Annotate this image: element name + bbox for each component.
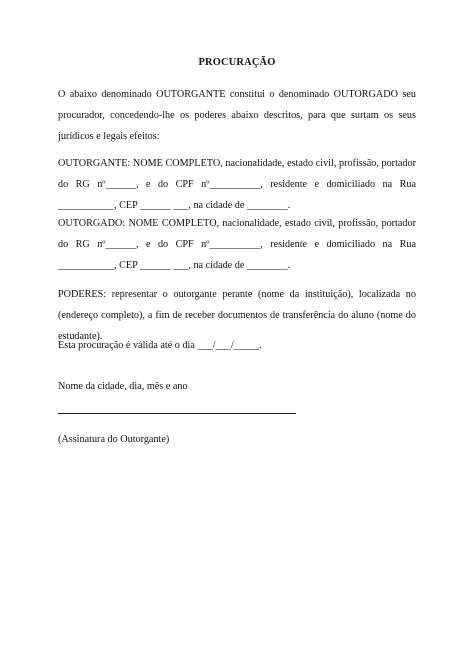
place-date-line: Nome da cidade, dia, mês e ano bbox=[58, 381, 188, 392]
validade-paragraph: Esta procuração é válida até o dia ___/___/_____. bbox=[58, 340, 262, 351]
outorgado-paragraph: OUTORGADO: NOME COMPLETO, nacionalidade, estado civil, profissão, portador do RG nº______, e do CPF nº__________, residente e domiciliado na Rua ___________, CEP ______ ___, na cidade de ________. bbox=[58, 218, 416, 271]
signature-label: (Assinatura do Outorgante) bbox=[58, 434, 170, 445]
document-title: PROCURAÇÃO bbox=[198, 57, 276, 68]
intro-paragraph: O abaixo denominado OUTORGANTE constitui o denominado OUTORGADO seu procurador, concedendo-lhe os poderes abaixo descritos, para que surtam os seus jurídicos e legais efeitos: bbox=[58, 89, 416, 142]
outorgante-paragraph: OUTORGANTE: NOME COMPLETO, nacionalidade, estado civil, profissão, portador do RG nº______, e do CPF nº__________, residente e domiciliado na Rua ___________, CEP ______ ___, na cidade de ________. bbox=[58, 158, 416, 211]
poderes-paragraph: PODERES: representar o outorgante perante (nome da instituição), localizada no (endereço completo), a fim de receber documentos de transferência do aluno (nome do estudante). bbox=[58, 289, 416, 342]
signature-line bbox=[58, 413, 296, 414]
